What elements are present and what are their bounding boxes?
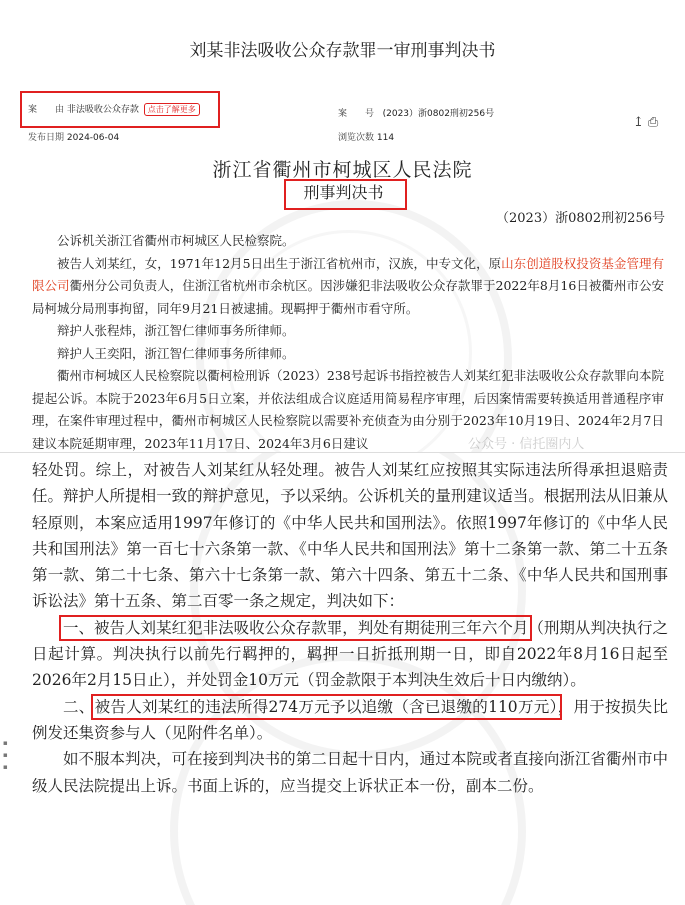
verdict-item-2-text: ，用于按损失比例发还集资参与人（见附件名单）。 bbox=[32, 697, 668, 742]
toolbar-icons bbox=[633, 115, 662, 130]
case-number: （2023）浙0802刑初256号 bbox=[496, 211, 665, 226]
cause-value: 非法吸收公众存款 bbox=[66, 105, 139, 115]
case-label: 案 号 bbox=[338, 109, 375, 119]
appeal-paragraph: 如不服本判决，可在接到判决书的第二日起十日内，通过本院或者直接向浙江省衢州市中级人民法院提出上诉。书面上诉的，应当提交上诉状正本一份，副本二份。 bbox=[32, 750, 668, 795]
case-number-field bbox=[338, 106, 494, 119]
defender-paragraph-2: 辩护人王奕阳，浙江智仁律师事务所律师。 bbox=[57, 345, 295, 361]
date-label: 发布日期 bbox=[28, 133, 65, 143]
document-title: 刘某非法吸收公众存款罪一审刑事判决书 bbox=[189, 41, 496, 61]
verdict-item-2 bbox=[32, 694, 668, 747]
side-marker: ▪ ▪ ▪ bbox=[3, 739, 8, 771]
share-icon[interactable]: ↥ bbox=[633, 115, 644, 130]
learn-more-button[interactable]: 点击了解更多 bbox=[144, 103, 200, 116]
publish-date-field bbox=[28, 130, 119, 143]
cause-field bbox=[28, 102, 200, 116]
procedure-paragraph: 衢州市柯城区人民检察院以衢柯检刑诉（2023）238号起诉书指控被告人刘某红犯非法吸收公众存款罪向本院提起公诉。本院于2023年6月5日立案，并依法组成合议庭适用简易程序审理，后因案情需要转换适用普通程序审理，在案件审理过程中，衢州市柯城区人民检察院以需要补充侦查为由分别于2023年10月19日、2024年2月7日建议本院延期审理，2023年11月17日、2024年3月6日建议 bbox=[32, 368, 664, 451]
views-value: 114 bbox=[376, 133, 395, 143]
verdict-item-2-highlight: 被告人刘某红的违法所得274万元予以追缴（含已退缴的110万元） bbox=[94, 697, 558, 716]
defender-paragraph-1: 辩护人张程炜，浙江智仁律师事务所律师。 bbox=[57, 323, 295, 338]
verdict-item-1-text: （刑期从判决执行之日起计算。判决执行以前先行羁押的，羁押一日折抵刑期一日，即自2022年8月16日起至2026年2月15日止），并处罚金10万元（罚金款限于本判决生效后十日内缴纳）。 bbox=[32, 618, 668, 690]
verdict-item-1-highlight: 一、被告人刘某红犯非法吸收公众存款罪，判处有期徒刑三年六个月 bbox=[63, 618, 529, 637]
document-body-bottom bbox=[32, 453, 668, 799]
defendant-text-rest: 衢州分公司负责人，住浙江省杭州市余杭区。因涉嫌犯非法吸收公众存款罪于2022年8月16日被衢州市公安局柯城分局刑事拘留，同年9月21日被逮捕。现羁押于衢州市看守所。 bbox=[32, 278, 664, 316]
document-body-top bbox=[32, 230, 664, 452]
verdict-item-1 bbox=[32, 615, 668, 694]
prosecutor-paragraph: 公诉机关浙江省衢州市柯城区人民检察院。 bbox=[57, 233, 295, 248]
document-verdict-section bbox=[0, 452, 685, 905]
views-label: 浏览次数 bbox=[338, 133, 375, 143]
date-value: 2024-06-04 bbox=[66, 133, 120, 143]
defendant-paragraph bbox=[32, 253, 664, 321]
wechat-watermark: 公众号 · 信托圈内人 bbox=[468, 437, 585, 452]
case-value: (2023）浙0802刑初256号 bbox=[382, 109, 495, 119]
verdict-item-2-prefix: 二、 bbox=[63, 697, 95, 716]
court-name: 浙江省衢州市柯城区人民法院 bbox=[212, 159, 473, 181]
document-header-section bbox=[0, 0, 685, 452]
views-field bbox=[338, 130, 394, 143]
reasoning-paragraph: 轻处罚。综上，对被告人刘某红从轻处理。被告人刘某红应按照其实际违法所得承担退赔责任。辩护人所提相一致的辩护意见，予以采纳。公诉机关的量刑建议适当。根据刑法从旧兼从轻原则，本案应适用1997年修订的《中华人民共和国刑法》。依照1997年修订的《中华人民共和国刑法》第一百七十六条第一款、《中华人民共和国刑法》第十二条第一款、第二十五条第一款、第二十七条、第六十七条第一款、第六十四条、第五十二条、《中华人民共和国刑事诉讼法》第十五条、第二百零一条之规定，判决如下： bbox=[32, 461, 668, 611]
cause-label: 案 由 bbox=[28, 105, 65, 115]
defendant-text: 被告人刘某红，女，1971年12月5日出生于浙江省杭州市，汉族，中专文化，原 bbox=[57, 255, 502, 271]
company-name: 山东创道股权投资基金管理有限公司 bbox=[32, 255, 664, 293]
judgment-type: 刑事判决书 bbox=[303, 183, 384, 202]
print-icon[interactable]: ⎙ bbox=[647, 115, 659, 130]
